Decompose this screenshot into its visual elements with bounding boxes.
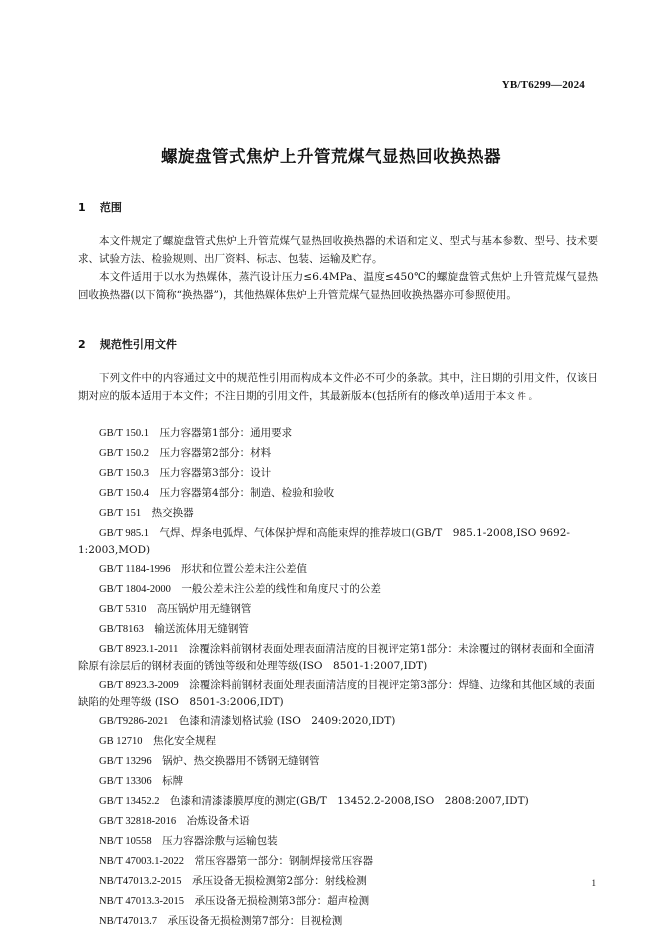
reference-code: GB/T 150.2	[99, 448, 149, 459]
reference-code: GB/T 5310	[99, 604, 147, 615]
reference-title: 标牌	[162, 775, 184, 787]
reference-item	[78, 873, 604, 890]
reference-item	[78, 893, 604, 910]
reference-code: GB/T9286-2021	[99, 716, 169, 727]
reference-title: 冶炼设备术语	[186, 815, 250, 827]
reference-title: 承压设备无损检测第2部分：射线检测	[192, 875, 367, 887]
references-intro	[78, 369, 598, 406]
reference-code: GB/T 150.1	[99, 428, 149, 439]
reference-item	[78, 445, 604, 462]
reference-title: 锅炉、热交换器用不锈钢无缝钢管	[162, 755, 320, 767]
reference-item	[78, 833, 604, 850]
reference-code: GB/T 150.4	[99, 488, 149, 499]
reference-item	[78, 913, 604, 930]
section-number: 1	[78, 201, 86, 214]
reference-code: GB/T 985.1	[99, 528, 149, 539]
reference-item	[78, 581, 604, 598]
reference-code: GB/T 1804-2000	[99, 584, 171, 595]
reference-item	[78, 525, 604, 558]
reference-title: 输送流体用无缝钢管	[154, 623, 249, 635]
scope-paragraph-2: 本文件适用于以水为热媒体，蒸汽设计压力≤6.4MPa、温度≤450℃的螺旋盘管式焦炉上升管荒煤气显热回收换热器(以下简称“换热器”)，其他热媒体焦炉上升管荒煤气显热回收换热器亦可参照使用。	[78, 271, 598, 301]
reference-item	[78, 853, 604, 870]
reference-title: 压力容器第4部分：制造、检验和验收	[159, 487, 335, 499]
reference-code: NB/T 10558	[99, 836, 152, 847]
section-heading-normative-references	[78, 336, 177, 352]
section-number: 2	[78, 338, 86, 351]
scope-paragraph-1: 本文件规定了螺旋盘管式焦炉上升管荒煤气显热回收换热器的术语和定义、型式与基本参数、型号、技术要求、试验方法、检验规则、出厂资料、标志、包装、运输及贮存。	[78, 235, 598, 265]
reference-title: 气焊、焊条电弧焊、气体保护焊和高能束焊的推荐坡口(GB/T 985.1-2008,ISO 9692-1:2003,MOD)	[78, 527, 570, 556]
reference-title: 常压容器第一部分：钢制焊接常压容器	[194, 855, 373, 867]
reference-code: GB/T 32818-2016	[99, 816, 177, 827]
reference-item	[78, 753, 604, 770]
reference-title: 形状和位置公差未注公差值	[180, 563, 307, 575]
reference-title: 焦化安全规程	[152, 735, 216, 747]
document-title: 螺旋盘管式焦炉上升管荒煤气显热回收换热器	[161, 147, 501, 166]
section-title: 范围	[99, 201, 122, 214]
reference-title: 高压锅炉用无缝钢管	[156, 603, 252, 615]
standard-number: YB/T6299—2024	[501, 79, 585, 91]
reference-item	[78, 793, 604, 810]
reference-title: 涂覆涂料前钢材表面处理表面清洁度的目视评定第1部分：未涂覆过的钢材表面和全面清除原有涂层后的钢材表面的锈蚀等级和处理等级(ISO 8501-1:2007,IDT)	[78, 643, 595, 672]
reference-code: NB/T47013.2-2015	[99, 876, 182, 887]
reference-code: GB/T8163	[99, 624, 144, 635]
reference-code: GB/T 150.3	[99, 468, 149, 479]
reference-code: NB/T47013.7	[99, 916, 158, 927]
reference-title: 一般公差未注公差的线性和角度尺寸的公差	[181, 583, 381, 595]
reference-list	[78, 425, 604, 933]
reference-item	[78, 773, 604, 790]
page-number: 1	[591, 878, 596, 888]
references-intro-tail: 文 件 。	[506, 392, 538, 402]
reference-item	[78, 713, 604, 730]
reference-item	[78, 485, 604, 502]
reference-item	[78, 601, 604, 618]
reference-title: 压力容器第3部分：设计	[159, 467, 272, 479]
reference-code: NB/T 47013.3-2015	[99, 896, 184, 907]
reference-code: GB 12710	[99, 736, 143, 747]
reference-item	[78, 621, 604, 638]
reference-item	[78, 677, 604, 710]
reference-code: GB/T 13296	[99, 756, 152, 767]
reference-code: GB/T 13452.2	[99, 796, 160, 807]
reference-title: 承压设备无损检测第3部分：超声检测	[194, 895, 370, 907]
reference-title: 色漆和清漆漆膜厚度的测定(GB/T 13452.2-2008,ISO 2808:2007,IDT)	[169, 795, 529, 807]
reference-title: 涂覆涂料前钢材表面处理表面清洁度的目视评定第3部分：焊缝、边缘和其他区域的表面缺陷的处理等级 (ISO 8501-3:2006,IDT)	[78, 679, 595, 708]
reference-code: NB/T 47003.1-2022	[99, 856, 184, 867]
section-title: 规范性引用文件	[99, 338, 177, 351]
reference-title: 热交换器	[151, 507, 194, 519]
reference-code: GB/T 151	[99, 508, 142, 519]
reference-title: 承压设备无损检测第7部分：目视检测	[167, 915, 343, 927]
reference-item	[78, 425, 604, 442]
reference-title: 压力容器涂敷与运输包装	[162, 835, 278, 847]
reference-code: GB/T 1184-1996	[99, 564, 171, 575]
reference-item	[78, 641, 604, 674]
reference-title: 压力容器第1部分：通用要求	[159, 427, 293, 439]
reference-item	[78, 733, 604, 750]
reference-item	[78, 465, 604, 482]
references-intro-text: 下列文件中的内容通过文中的规范性引用而构成本文件必不可少的条款。其中，注日期的引用文件，仅该日期对应的版本适用于本文件；不注日期的引用文件，其最新版本(包括所有的修改单)适用于本	[78, 372, 598, 402]
reference-item	[78, 561, 604, 578]
reference-title: 色漆和清漆划格试验 (ISO 2409:2020,IDT)	[178, 715, 396, 727]
reference-code: GB/T 8923.1-2011	[99, 644, 179, 655]
reference-item	[78, 505, 604, 522]
reference-code: GB/T 13306	[99, 776, 152, 787]
reference-item	[78, 813, 604, 830]
section-heading-scope	[78, 199, 122, 215]
reference-code: GB/T 8923.3-2009	[99, 680, 179, 691]
reference-title: 压力容器第2部分：材料	[159, 447, 272, 459]
